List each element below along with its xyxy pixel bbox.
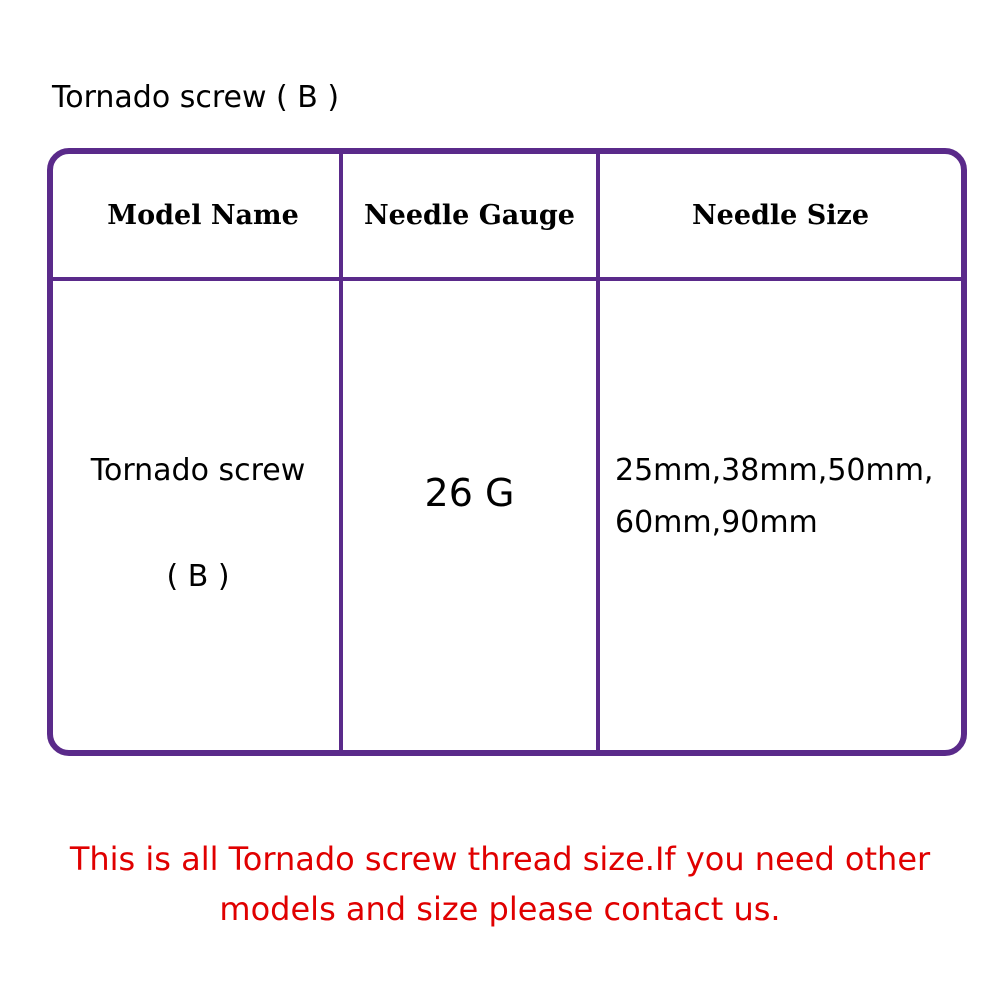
header-model-name: Model Name bbox=[107, 200, 299, 231]
needle-size-line-1: 25mm,38mm,50mm, bbox=[615, 453, 934, 488]
footer-line-2: models and size please contact us. bbox=[219, 890, 781, 928]
header-needle-gauge: Needle Gauge bbox=[364, 200, 575, 231]
page-title: Tornado screw ( B ) bbox=[52, 80, 340, 115]
model-name-line-2: ( B ) bbox=[166, 559, 230, 594]
footer-line-1: This is all Tornado screw thread size.If you need other bbox=[69, 840, 931, 878]
footer-note bbox=[0, 834, 1000, 934]
needle-gauge-value: 26 G bbox=[424, 471, 515, 515]
header-needle-size: Needle Size bbox=[691, 200, 870, 231]
needle-size-cell bbox=[615, 445, 933, 549]
needle-size-line-2: 60mm,90mm bbox=[615, 505, 818, 540]
header-divider bbox=[53, 277, 961, 281]
spec-table bbox=[47, 148, 967, 756]
model-name-line-1: Tornado screw bbox=[90, 453, 306, 488]
